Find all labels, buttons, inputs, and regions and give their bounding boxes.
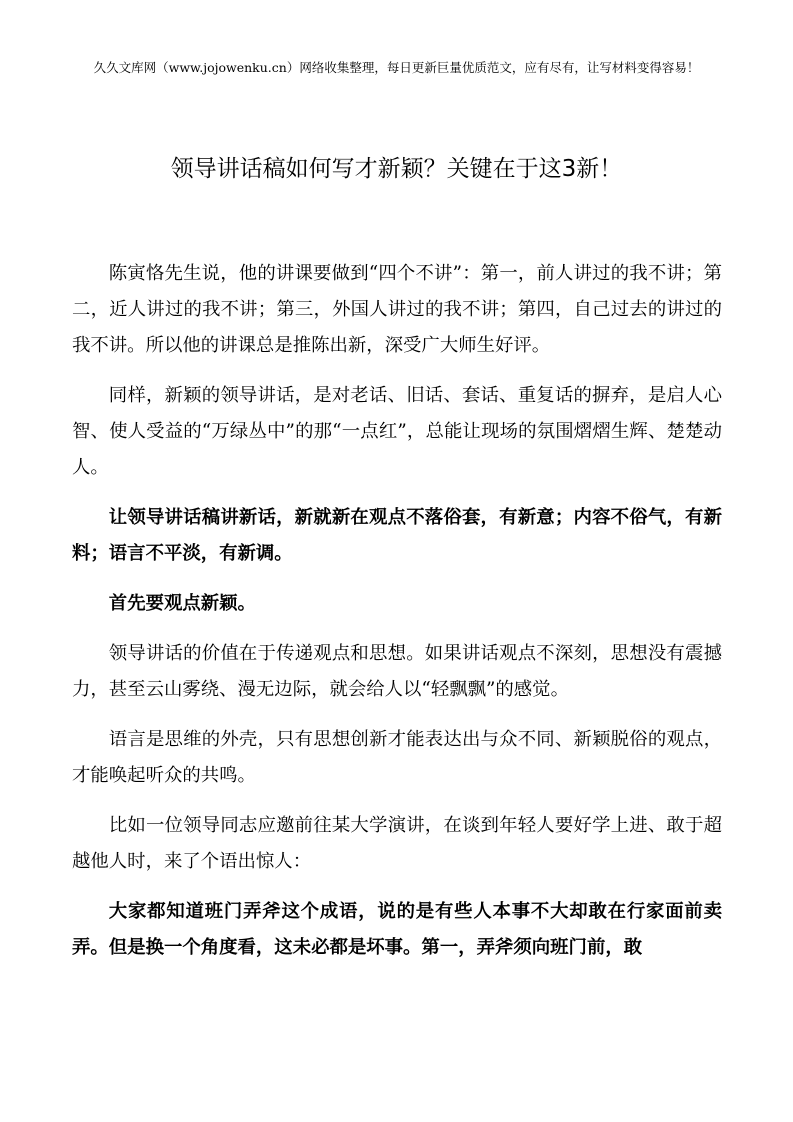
- document-title: 领导讲话稿如何写才新颖？关键在于这3新！: [170, 156, 623, 182]
- paragraph: 语言是思维的外壳，只有思想创新才能表达出与众不同、新颖脱俗的观点，才能唤起听众的共鸣。: [72, 729, 722, 786]
- paragraph: 陈寅恪先生说，他的讲课要做到“四个不讲”：第一，前人讲过的我不讲；第二，近人讲过的我不讲；第三，外国人讲过的我不讲；第四，自己过去的讲过的我不讲。所以他的讲课总是推陈出新，深受广大师生好评。: [72, 263, 722, 356]
- section-heading: 首先要观点新颖。: [108, 593, 256, 614]
- paragraph: 同样，新颖的领导讲话，是对老话、旧话、套话、重复话的摒弃，是启人心智、使人受益的“万绿丛中”的那“一点红”，总能让现场的氛围熠熠生辉、楚楚动人。: [72, 385, 722, 478]
- bold-paragraph: 让领导讲话稿讲新话，新就新在观点不落俗套，有新意；内容不俗气，有新料；语言不平淡，有新调。: [72, 507, 722, 564]
- paragraph: 比如一位领导同志应邀前往某大学演讲，在谈到年轻人要好学上进、敢于超越他人时，来了个语出惊人：: [72, 815, 722, 872]
- paragraph: 领导讲话的价值在于传递观点和思想。如果讲话观点不深刻，思想没有震撼力，甚至云山雾绕、漫无边际，就会给人以“轻飘飘”的感觉。: [72, 643, 722, 700]
- document-body: [72, 256, 722, 966]
- bold-quote-paragraph: 大家都知道班门弄斧这个成语，说的是有些人本事不大却敢在行家面前卖弄。但是换一个角度看，这未必都是坏事。第一，弄斧须向班门前，敢: [72, 901, 722, 958]
- header-note: 久久文库网（www.jojowenku.cn）网络收集整理，每日更新巨量优质范文，应有尽有，让写材料变得容易！: [93, 60, 700, 75]
